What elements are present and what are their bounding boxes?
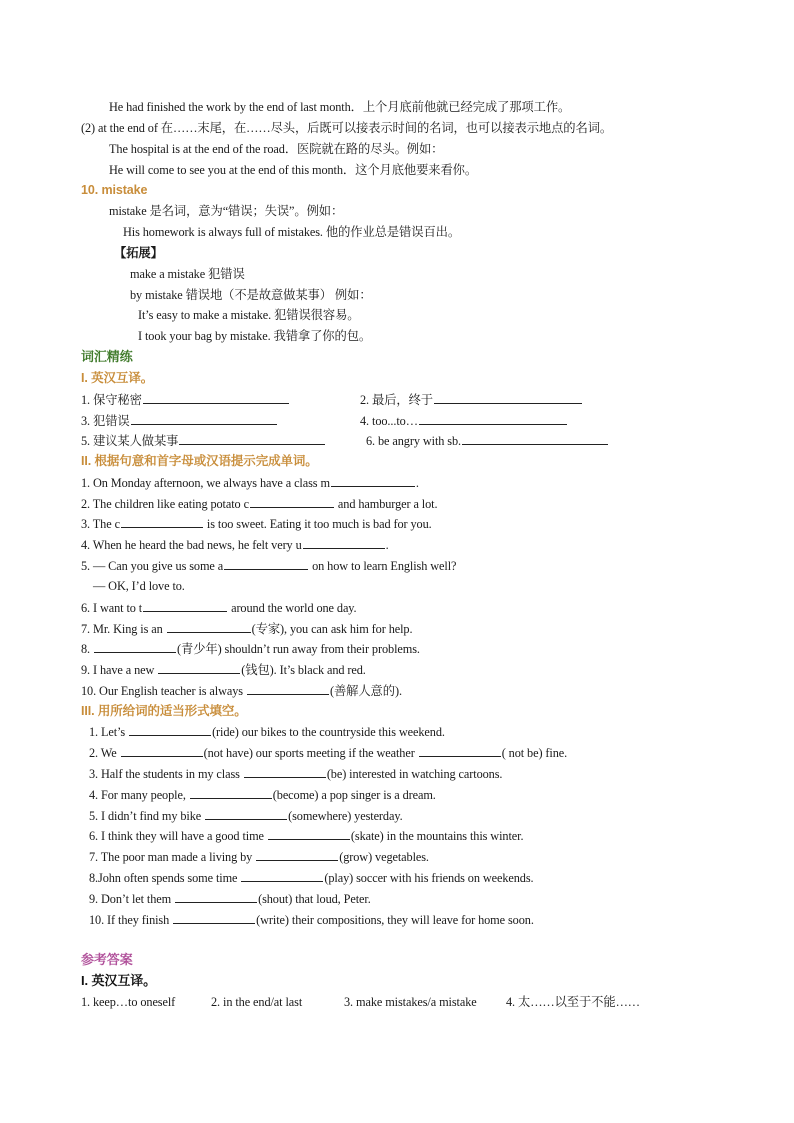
answer-blank[interactable] (129, 723, 211, 736)
sec3-q6: 6. I think they will have a good time (skate) in the mountains this winter. (89, 829, 524, 843)
answer-blank[interactable] (419, 412, 567, 425)
sec1-item-3: 3. 犯错误 (81, 412, 278, 429)
note-line-6: His homework is always full of mistakes. 他的作业总是错误百出。 (123, 225, 461, 239)
answer-blank[interactable] (179, 432, 325, 445)
sec2-q5: 5. — Can you give us some a on how to learn English well? (81, 559, 457, 573)
answer-blank[interactable] (331, 474, 415, 487)
note-line-10: It’s easy to make a mistake. 犯错误很容易。 (138, 308, 360, 322)
answer-2: 2. in the end/at last (211, 995, 303, 1009)
sec2-q9: 9. I have a new (钱包). It’s black and red. (81, 663, 366, 677)
note-line-11: I took your bag by mistake. 我错拿了你的包。 (138, 329, 372, 343)
section-3-title: III. 用所给词的适当形式填空。 (81, 704, 247, 718)
sec3-q9: 9. Don’t let them (shout) that loud, Peter. (89, 892, 371, 906)
exercise-title: 词汇精练 (81, 349, 133, 364)
answer-blank[interactable] (173, 911, 255, 924)
sec3-q10: 10. If they finish (write) their compositions, they will leave for home soon. (89, 913, 534, 927)
answer-blank[interactable] (175, 890, 257, 903)
sec1-item-1: 1. 保守秘密 (81, 391, 290, 408)
sec2-q7: 7. Mr. King is an (专家), you can ask him for help. (81, 622, 413, 636)
note-line-3: The hospital is at the end of the road．医院就在路的尽头。例如： (109, 142, 444, 156)
answer-blank[interactable] (244, 765, 326, 778)
sec1-item-4: 4. too...to… (360, 412, 568, 429)
sec2-q2: 2. The children like eating potato c and hamburger a lot. (81, 497, 438, 511)
sec2-q3: 3. The c is too sweet. Eating it too much is bad for you. (81, 517, 432, 531)
answer-4: 4. 太……以至于不能…… (506, 995, 640, 1009)
sec1-item-5: 5. 建议某人做某事 (81, 432, 326, 449)
note-expand-label: 【拓展】 (114, 246, 163, 260)
answers-section-1-title: I. 英汉互译。 (81, 973, 157, 988)
sec2-q6: 6. I want to t around the world one day. (81, 601, 357, 615)
sec2-q4: 4. When he heard the bad news, he felt very u . (81, 538, 389, 552)
sec2-q1: 1. On Monday afternoon, we always have a class m . (81, 476, 419, 490)
answer-blank[interactable] (131, 412, 277, 425)
note-line-4: He will come to see you at the end of this month．这个月底他要来看你。 (109, 163, 478, 177)
answer-blank[interactable] (247, 682, 329, 695)
answer-blank[interactable] (303, 536, 385, 549)
answer-blank[interactable] (462, 432, 608, 445)
answer-3: 3. make mistakes/a mistake (344, 995, 477, 1009)
answer-blank[interactable] (190, 786, 272, 799)
sec3-q2: 2. We (not have) our sports meeting if the weather ( not be) fine. (89, 746, 568, 760)
sec3-q8: 8.John often spends some time (play) soccer with his friends on weekends. (89, 871, 534, 885)
answer-blank[interactable] (224, 557, 308, 570)
answer-blank[interactable] (94, 640, 176, 653)
note-line-1: He had finished the work by the end of last month．上个月底前他就已经完成了那项工作。 (109, 100, 571, 114)
note-line-5: mistake 是名词，意为“错误；失误”。例如： (109, 204, 344, 218)
section-1-title: I. 英汉互译。 (81, 371, 154, 385)
sec2-q10: 10. Our English teacher is always (善解人意的). (81, 684, 402, 698)
note-heading-mistake: 10. mistake (81, 183, 148, 197)
sec1-item-2: 2. 最后，终于 (360, 391, 583, 408)
answer-blank[interactable] (205, 807, 287, 820)
answer-blank[interactable] (143, 391, 289, 404)
answer-blank[interactable] (434, 391, 582, 404)
note-line-9: by mistake 错误地（不是故意做某事） 例如： (130, 288, 372, 302)
section-2-title: II. 根据句意和首字母或汉语提示完成单词。 (81, 454, 318, 468)
sec3-q5: 5. I didn’t find my bike (somewhere) yesterday. (89, 809, 403, 823)
answer-blank[interactable] (256, 848, 338, 861)
answer-blank[interactable] (121, 515, 203, 528)
note-line-2: (2) at the end of 在……末尾，在……尽头，后既可以接表示时间的名词，也可以接表示地点的名词。 (81, 121, 613, 135)
answer-blank[interactable] (167, 620, 251, 633)
answers-title: 参考答案 (81, 952, 133, 967)
sec3-q1: 1. Let’s (ride) our bikes to the countryside this weekend. (89, 725, 445, 739)
answer-blank[interactable] (250, 495, 334, 508)
answer-blank[interactable] (241, 869, 323, 882)
answer-blank[interactable] (158, 661, 240, 674)
answer-blank[interactable] (419, 744, 501, 757)
note-line-8: make a mistake 犯错误 (130, 267, 245, 281)
sec2-q5-reply: — OK, I’d love to. (93, 579, 185, 593)
sec3-q3: 3. Half the students in my class (be) interested in watching cartoons. (89, 767, 503, 781)
sec1-item-6: 6. be angry with sb. (366, 432, 609, 449)
answer-blank[interactable] (268, 827, 350, 840)
sec2-q8: 8. (青少年) shouldn’t run away from their problems. (81, 642, 420, 656)
sec3-q7: 7. The poor man made a living by (grow) vegetables. (89, 850, 429, 864)
sec3-q4: 4. For many people, (become) a pop singer is a dream. (89, 788, 436, 802)
answer-1: 1. keep…to oneself (81, 995, 176, 1009)
answer-blank[interactable] (121, 744, 203, 757)
answer-blank[interactable] (143, 599, 227, 612)
